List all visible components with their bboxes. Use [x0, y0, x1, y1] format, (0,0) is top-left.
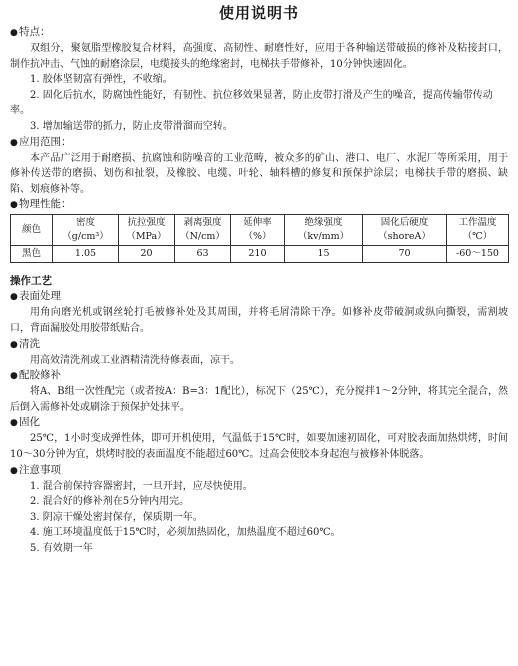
- note-item-2: 2. 混合好的修补剂在5分钟内用完。: [30, 496, 190, 508]
- table-header-row: [11, 215, 509, 246]
- bullet-icon: ●: [10, 339, 18, 350]
- header-name: 剥离强度: [183, 217, 222, 229]
- header-unit: （kv/mm）: [297, 231, 350, 243]
- header-name: 密度: [75, 217, 95, 229]
- header-unit: （%）: [243, 231, 272, 243]
- features-heading-label: 特点：: [19, 26, 51, 38]
- cleaning-text: 用高效清洗剂或工业酒精清洗待修表面，凉干。: [30, 354, 240, 366]
- curing-heading: [10, 415, 508, 431]
- mixing-heading-label: 配胶修补: [19, 369, 61, 382]
- feature-item-3: 3. 增加输送带的抓力，防止皮带滑溜而空转。: [30, 120, 233, 132]
- features-intro: 双组分，聚氨脂型橡胶复合材料，高强度、高韧性、耐磨性好，应用于各种输送带破损的修补及粘接封口，制作抗冲击、气蚀的耐磨涂层，电缆接头的绝缘密封，电梯扶手带修补，10分钟快速固化。: [10, 43, 508, 70]
- header-hardness: [363, 215, 447, 246]
- note-item-3: 3. 阴凉干燥处密封保存，保质期一年。: [30, 511, 203, 523]
- cell-peel: 63: [175, 246, 231, 263]
- scope-text: 本产品广泛用于耐磨损、抗腐蚀和防噪音的工业范畴，被众多的矿山、港口、电厂、水泥厂等所采用，用于修补传送带的磨损、划伤和扯裂，及橡胶、电缆、叶轮、轴料槽的修复和预保护涂层；电梯扶手带的磨损、缺陷、划痕修补等。: [10, 152, 508, 195]
- features-heading: [10, 25, 508, 41]
- header-peel: [175, 215, 231, 246]
- note-item-4: 4. 施工环境温度低于15℃时，必须加热固化，加热温度不超过60℃。: [30, 527, 341, 539]
- cell-density: 1.05: [53, 246, 119, 263]
- header-unit: （℃）: [462, 231, 493, 243]
- curing-text: 25℃，1小时变成弹性体，即可开机使用，气温低于15℃时，如要加速初固化，可对胶表面加热烘烤，时间10～30分钟为宜，烘烤时胶的表面温度不能超过60℃。过高会使胶本身起泡与被修补体脱落。: [10, 433, 508, 460]
- feature-item-1: 1. 胶体坚韧富有弹性，不收缩。: [30, 74, 173, 86]
- notes-heading: [10, 463, 508, 479]
- cell-color: 黑色: [11, 246, 53, 263]
- feature-item-2: 2. 固化后抗水，防腐蚀性能好，有韧性、抗位移效果显著，防止皮带打滑及产生的噪音，提高传输带传动率。: [10, 89, 493, 117]
- header-name: 颜色: [21, 224, 41, 236]
- header-tensile: [119, 215, 175, 246]
- surface-heading: [10, 289, 508, 305]
- header-name: 延伸率: [243, 217, 272, 229]
- bullet-icon: ●: [10, 28, 18, 38]
- header-name: 固化后硬度: [380, 217, 429, 229]
- properties-heading: [10, 197, 508, 213]
- page-title: 使用说明书: [218, 4, 299, 22]
- mixing-heading: [10, 368, 508, 384]
- header-unit: （shoreA）: [378, 231, 431, 243]
- cell-temperature: -60～150: [447, 246, 509, 263]
- bullet-icon: ●: [10, 465, 18, 476]
- bullet-icon: ●: [10, 371, 18, 382]
- cleaning-heading-label: 清洗: [19, 337, 40, 350]
- cell-hardness: 70: [363, 246, 447, 263]
- cell-tensile: 20: [119, 246, 175, 263]
- header-insulation: [285, 215, 363, 246]
- header-density: [53, 215, 119, 246]
- cell-elongation: 210: [231, 246, 285, 263]
- header-color: [11, 215, 53, 246]
- header-name: 绝缘强度: [304, 217, 343, 229]
- properties-heading-label: 物理性能：: [19, 198, 72, 211]
- bullet-icon: ●: [10, 200, 18, 211]
- scope-heading-label: 应用范围：: [19, 135, 72, 148]
- header-elongation: [231, 215, 285, 246]
- header-temperature: [447, 215, 509, 246]
- header-name: 抗拉强度: [127, 217, 166, 229]
- note-item-5: 5. 有效期一年: [30, 542, 93, 554]
- section-spacer: [10, 263, 508, 273]
- mixing-text: 将A、B组一次性配完（或者按A：B=3：1配比），标况下（25℃），充分搅拌1～2分钟，将其完全混合，然后倒入需修补处或刷涂于预保护处抹平。: [10, 386, 508, 413]
- cleaning-heading: [10, 337, 508, 353]
- surface-heading-label: 表面处理: [19, 290, 61, 303]
- bullet-icon: ●: [10, 137, 18, 148]
- header-name: 工作温度: [458, 217, 497, 229]
- surface-text: 用角向磨光机或钢丝轮打毛被修补处及其周围，并将毛屑清除干净。如修补皮带破洞或纵向撕裂，需割坡口，背面漏胶处用胶带纸贴合。: [10, 307, 508, 334]
- table-row: [11, 246, 509, 263]
- bullet-icon: ●: [10, 292, 18, 303]
- curing-heading-label: 固化: [19, 416, 40, 429]
- header-unit: （MPa）: [126, 231, 167, 243]
- bullet-icon: ●: [10, 418, 18, 429]
- header-unit: （g/cm³）: [62, 231, 109, 243]
- cell-insulation: 15: [285, 246, 363, 263]
- scope-heading: [10, 135, 508, 151]
- header-unit: （N/cm）: [180, 231, 225, 243]
- note-item-1: 1. 混合前保持容器密封，一旦开封，应尽快使用。: [30, 480, 253, 492]
- properties-table: [10, 214, 509, 263]
- process-title: 操作工艺: [10, 275, 52, 288]
- notes-heading-label: 注意事项: [19, 463, 61, 476]
